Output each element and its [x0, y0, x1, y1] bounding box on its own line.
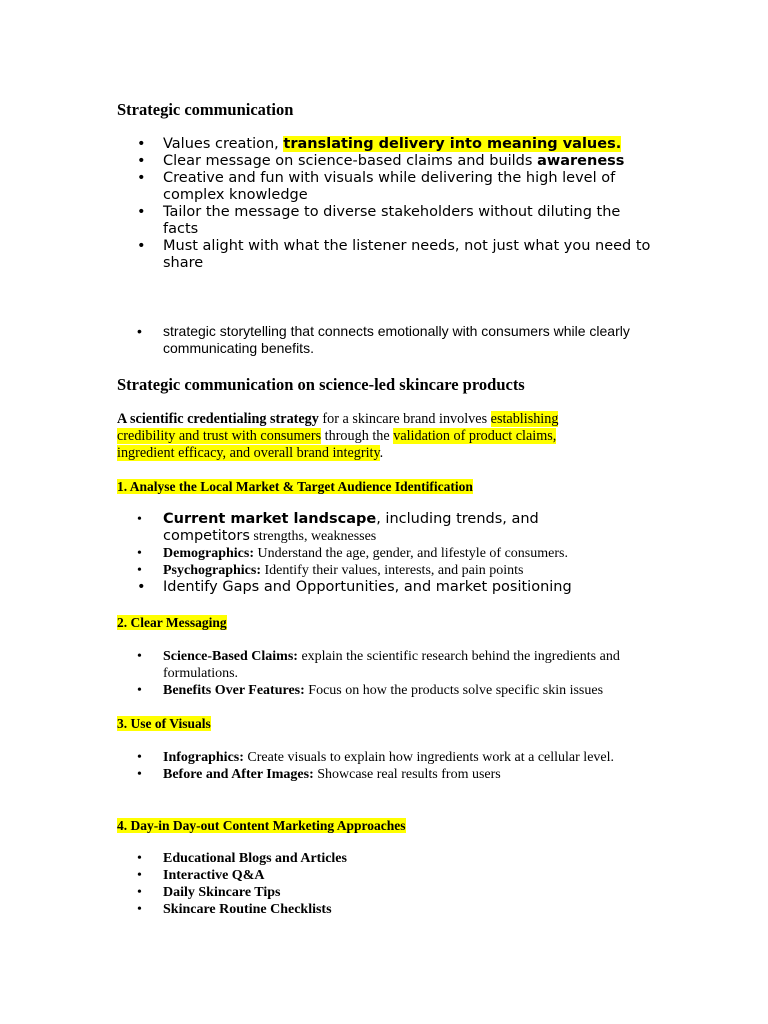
highlighted-text: validation of product claims, ingredient efficacy, and overall brand integrity	[117, 428, 557, 461]
list-item	[117, 749, 637, 766]
bullet-icon: •	[137, 851, 142, 866]
step4-list	[117, 850, 637, 918]
bullet-icon: •	[137, 750, 142, 765]
bullet-icon: •	[137, 767, 142, 782]
bullet-icon: •	[137, 238, 146, 254]
paragraph-text: .	[379, 445, 384, 461]
section-heading-science-led: Strategic communication on science-led skincare products	[117, 375, 525, 394]
bullet-icon: •	[137, 153, 146, 169]
step4-heading	[117, 817, 406, 834]
bold-text: Science-Based Claims:	[163, 649, 298, 664]
bold-text: Current market landscape	[163, 511, 377, 527]
storytelling-list	[117, 323, 647, 357]
list-item-text: Showcase real results from users	[313, 767, 501, 782]
list-item	[117, 511, 617, 545]
list-item-text: strategic storytelling that connects emotionally with consumers while clearly communicating benefits.	[163, 323, 630, 356]
bold-text: Infographics:	[163, 750, 244, 765]
list-item	[117, 136, 657, 153]
step2-list	[117, 648, 657, 699]
list-item	[117, 579, 617, 596]
paragraph-text: for a skincare brand involves	[318, 411, 491, 427]
list-item	[117, 867, 637, 884]
highlighted-text: 2. Clear Messaging	[117, 615, 227, 630]
strategic-communication-list	[117, 136, 657, 272]
list-item	[117, 648, 657, 682]
list-item	[117, 562, 617, 579]
list-item	[117, 901, 637, 918]
bullet-icon: •	[137, 546, 142, 561]
list-item	[117, 766, 637, 783]
list-item	[117, 323, 647, 357]
bullet-icon: •	[137, 683, 142, 698]
list-item-text: Daily Skincare Tips	[163, 885, 281, 900]
list-item-text: Identify Gaps and Opportunities, and market positioning	[163, 579, 572, 595]
list-item-text: Clear message on science-based claims and builds	[163, 153, 538, 169]
list-item	[117, 153, 657, 170]
bullet-icon: •	[137, 512, 142, 527]
intro-paragraph	[117, 411, 607, 462]
list-item-text: Educational Blogs and Articles	[163, 851, 347, 866]
bold-text: Before and After Images:	[163, 767, 314, 782]
highlighted-text: 4. Day-in Day-out Content Marketing Approaches	[117, 818, 406, 833]
list-item-text: Tailor the message to diverse stakeholders without diluting the facts	[163, 204, 621, 237]
bullet-icon: •	[137, 885, 142, 900]
list-item	[117, 170, 657, 204]
step1-heading	[117, 478, 473, 495]
highlighted-text: 3. Use of Visuals	[117, 716, 211, 731]
step3-list	[117, 749, 637, 783]
paragraph-text: through the	[321, 428, 394, 444]
step1-list	[117, 511, 617, 596]
list-item	[117, 682, 657, 699]
section-heading-strategic-communication: Strategic communication	[117, 100, 294, 119]
step3-heading	[117, 715, 211, 732]
list-item-text: Create visuals to explain how ingredients work at a cellular level.	[243, 750, 615, 765]
bullet-icon: •	[137, 649, 142, 664]
list-item-text: Values creation,	[163, 136, 284, 152]
list-item-text: Interactive Q&A	[163, 868, 265, 883]
list-item	[117, 238, 657, 272]
list-item-text: Focus on how the products solve specific skin issues	[304, 683, 604, 698]
bullet-icon: •	[137, 563, 142, 578]
bullet-icon: •	[137, 579, 146, 595]
list-item-text: , including trends, and competitors	[163, 511, 539, 544]
bullet-icon: •	[137, 170, 146, 186]
list-item-text: explain the scientific research behind the ingredients and formulations.	[163, 649, 620, 681]
list-item	[117, 204, 657, 238]
bullet-icon: •	[137, 868, 142, 883]
list-item-text: Skincare Routine Checklists	[163, 902, 332, 917]
bold-text: awareness	[537, 153, 625, 169]
bold-text: Demographics:	[163, 546, 254, 561]
list-item	[117, 884, 637, 901]
bullet-icon: •	[137, 902, 142, 917]
list-item-text: Understand the age, gender, and lifestyle of consumers.	[254, 546, 568, 561]
list-item	[117, 850, 637, 867]
bullet-icon: •	[137, 323, 142, 339]
bullet-icon: •	[137, 136, 146, 152]
bold-text: Benefits Over Features:	[163, 683, 305, 698]
highlighted-text: establishing credibility and trust with consumers	[117, 411, 559, 444]
list-item-text: Creative and fun with visuals while delivering the high level of complex knowledge	[163, 170, 616, 203]
list-item-text: strengths, weaknesses	[249, 529, 377, 544]
list-item	[117, 545, 617, 562]
bold-text: A scientific credentialing strategy	[117, 411, 319, 427]
bold-text: Psychographics:	[163, 563, 261, 578]
list-item-text: Identify their values, interests, and pain points	[261, 563, 524, 578]
highlighted-text: 1. Analyse the Local Market & Target Audience Identification	[117, 479, 473, 494]
bullet-icon: •	[137, 204, 146, 220]
highlighted-text: translating delivery into meaning values.	[283, 136, 622, 152]
step2-heading	[117, 614, 227, 631]
list-item-text: Must alight with what the listener needs, not just what you need to share	[163, 238, 651, 271]
